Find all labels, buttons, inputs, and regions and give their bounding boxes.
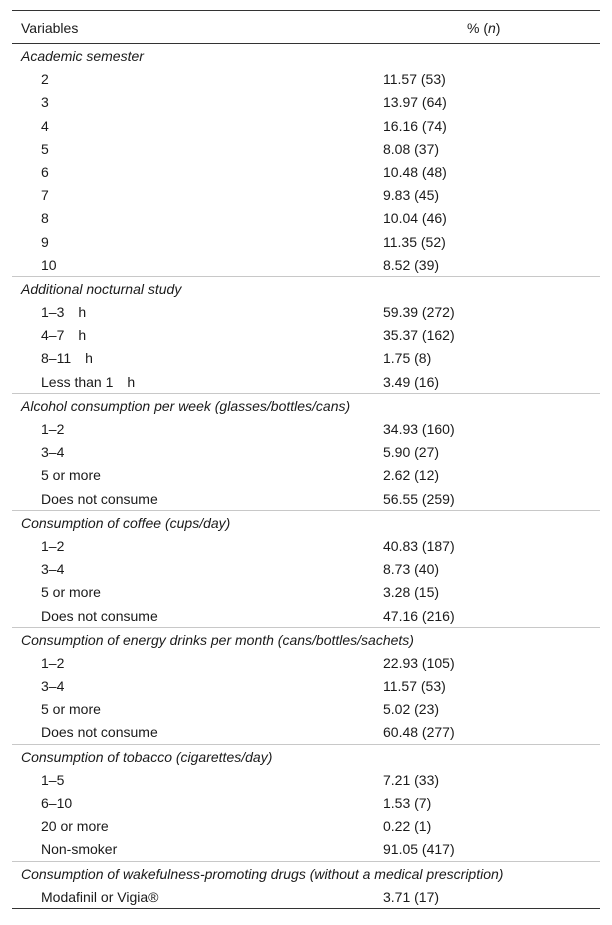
row-label: Non-smoker — [41, 841, 118, 858]
row-value: 47.16 (216) — [383, 607, 455, 624]
row-label: 8 — [41, 210, 49, 227]
row-value: 91.05 (417) — [383, 841, 455, 858]
table-row — [12, 90, 600, 113]
section-title-text: Additional nocturnal study — [21, 280, 182, 297]
section-title — [12, 511, 600, 534]
table-body — [12, 44, 600, 908]
row-value: 3.28 (15) — [383, 584, 440, 601]
row-value: 11.35 (52) — [383, 233, 446, 250]
table-row — [12, 720, 600, 743]
section-title-text: Consumption of wakefulness-promoting drugs (without a medical prescription) — [21, 865, 504, 882]
section-title-text: Academic semester — [21, 48, 144, 64]
section-title-text: Alcohol consumption per week (glasses/bottles/cans) — [21, 397, 351, 414]
row-label: 4 — [41, 117, 49, 134]
row-value: 1.75 (8) — [383, 350, 432, 367]
row-value: 10.48 (48) — [383, 163, 447, 180]
row-value: 8.52 (39) — [383, 256, 440, 273]
row-label: 7 — [41, 187, 49, 204]
table-row — [12, 580, 600, 603]
table-row — [12, 768, 600, 791]
table-row — [12, 206, 600, 229]
section-title — [12, 44, 600, 67]
row-label: Does not consume — [41, 490, 158, 507]
table-row — [12, 885, 600, 908]
row-value: 60.48 (277) — [383, 724, 455, 741]
row-label: 9 — [41, 233, 49, 250]
table-row — [12, 487, 600, 510]
section-title — [12, 745, 600, 768]
table-row — [12, 370, 600, 393]
row-value: 34.93 (160) — [383, 421, 455, 437]
table-row — [12, 440, 600, 463]
row-label: 8–11 h — [41, 350, 93, 367]
row-label: 4–7 h — [41, 327, 87, 344]
table-row — [12, 183, 600, 206]
row-label: 5 or more — [41, 701, 101, 718]
row-label: 3–4 — [41, 561, 65, 578]
row-value: 40.83 (187) — [383, 537, 455, 554]
row-label: 1–2 — [41, 421, 65, 437]
row-value: 59.39 (272) — [383, 304, 455, 321]
row-label: 6 — [41, 163, 49, 180]
section-title — [12, 394, 600, 417]
section-title-text: Consumption of tobacco (cigarettes/day) — [21, 748, 273, 765]
table-row — [12, 346, 600, 369]
row-value: 8.08 (37) — [383, 140, 440, 157]
table-row — [12, 160, 600, 183]
row-value: 8.73 (40) — [383, 561, 440, 578]
section-title-text: Consumption of coffee (cups/day) — [21, 514, 231, 531]
row-value: 0.22 (1) — [383, 818, 432, 835]
table-header — [12, 11, 600, 43]
table-row — [12, 697, 600, 720]
row-value: 13.97 (64) — [383, 94, 447, 111]
table-row — [12, 253, 600, 276]
table-row — [12, 114, 600, 137]
row-value: 5.90 (27) — [383, 444, 440, 461]
row-value: 5.02 (23) — [383, 701, 440, 718]
row-label: Does not consume — [41, 724, 158, 741]
row-label: 5 — [41, 140, 49, 157]
table-row — [12, 674, 600, 697]
row-label: 3–4 — [41, 444, 65, 461]
row-label: 5 or more — [41, 467, 101, 484]
section-title-text: Consumption of energy drinks per month (cans/bottles/sachets) — [21, 631, 414, 648]
row-label: 1–3 h — [41, 304, 87, 321]
row-value: 3.71 (17) — [383, 888, 440, 905]
table-row — [12, 137, 600, 160]
row-label: 2 — [41, 71, 49, 88]
row-label: Modafinil or Vigia® — [41, 888, 159, 905]
table-row — [12, 534, 600, 557]
table-row — [12, 651, 600, 674]
table-row — [12, 417, 600, 440]
table-bottom-rule — [12, 908, 600, 909]
table-row — [12, 604, 600, 627]
row-label: 20 or more — [41, 818, 109, 835]
row-label: 1–5 — [41, 771, 65, 788]
row-value: 9.83 (45) — [383, 187, 440, 204]
row-label: Does not consume — [41, 607, 158, 624]
row-value: 16.16 (74) — [383, 117, 447, 134]
row-label: 10 — [41, 256, 57, 273]
header-variables: Variables — [21, 20, 79, 36]
row-value: 11.57 (53) — [383, 678, 446, 695]
row-value: 22.93 (105) — [383, 654, 455, 671]
table-row — [12, 791, 600, 814]
row-value: 11.57 (53) — [383, 71, 446, 88]
section-title — [12, 628, 600, 651]
header-percent-n: % (n) — [467, 20, 501, 36]
row-value: 2.62 (12) — [383, 467, 440, 484]
table-row — [12, 463, 600, 486]
row-label: Less than 1 h — [41, 373, 136, 390]
row-label: 6–10 — [41, 795, 73, 811]
table-row — [12, 837, 600, 860]
table-row — [12, 814, 600, 837]
section-title — [12, 277, 600, 300]
table-row — [12, 230, 600, 253]
row-label: 1–2 — [41, 537, 65, 554]
row-value: 35.37 (162) — [383, 327, 455, 344]
table-row — [12, 300, 600, 323]
row-label: 5 or more — [41, 584, 101, 601]
table-row — [12, 557, 600, 580]
table-row — [12, 67, 600, 90]
row-value: 7.21 (33) — [383, 771, 440, 788]
row-label: 3–4 — [41, 678, 65, 695]
row-value: 3.49 (16) — [383, 373, 440, 390]
row-value: 56.55 (259) — [383, 490, 455, 507]
row-label: 1–2 — [41, 654, 65, 671]
row-value: 10.04 (46) — [383, 210, 447, 227]
row-label: 3 — [41, 94, 49, 111]
data-table — [12, 10, 600, 909]
table-row — [12, 323, 600, 346]
row-value: 1.53 (7) — [383, 795, 432, 811]
section-title — [12, 862, 600, 885]
